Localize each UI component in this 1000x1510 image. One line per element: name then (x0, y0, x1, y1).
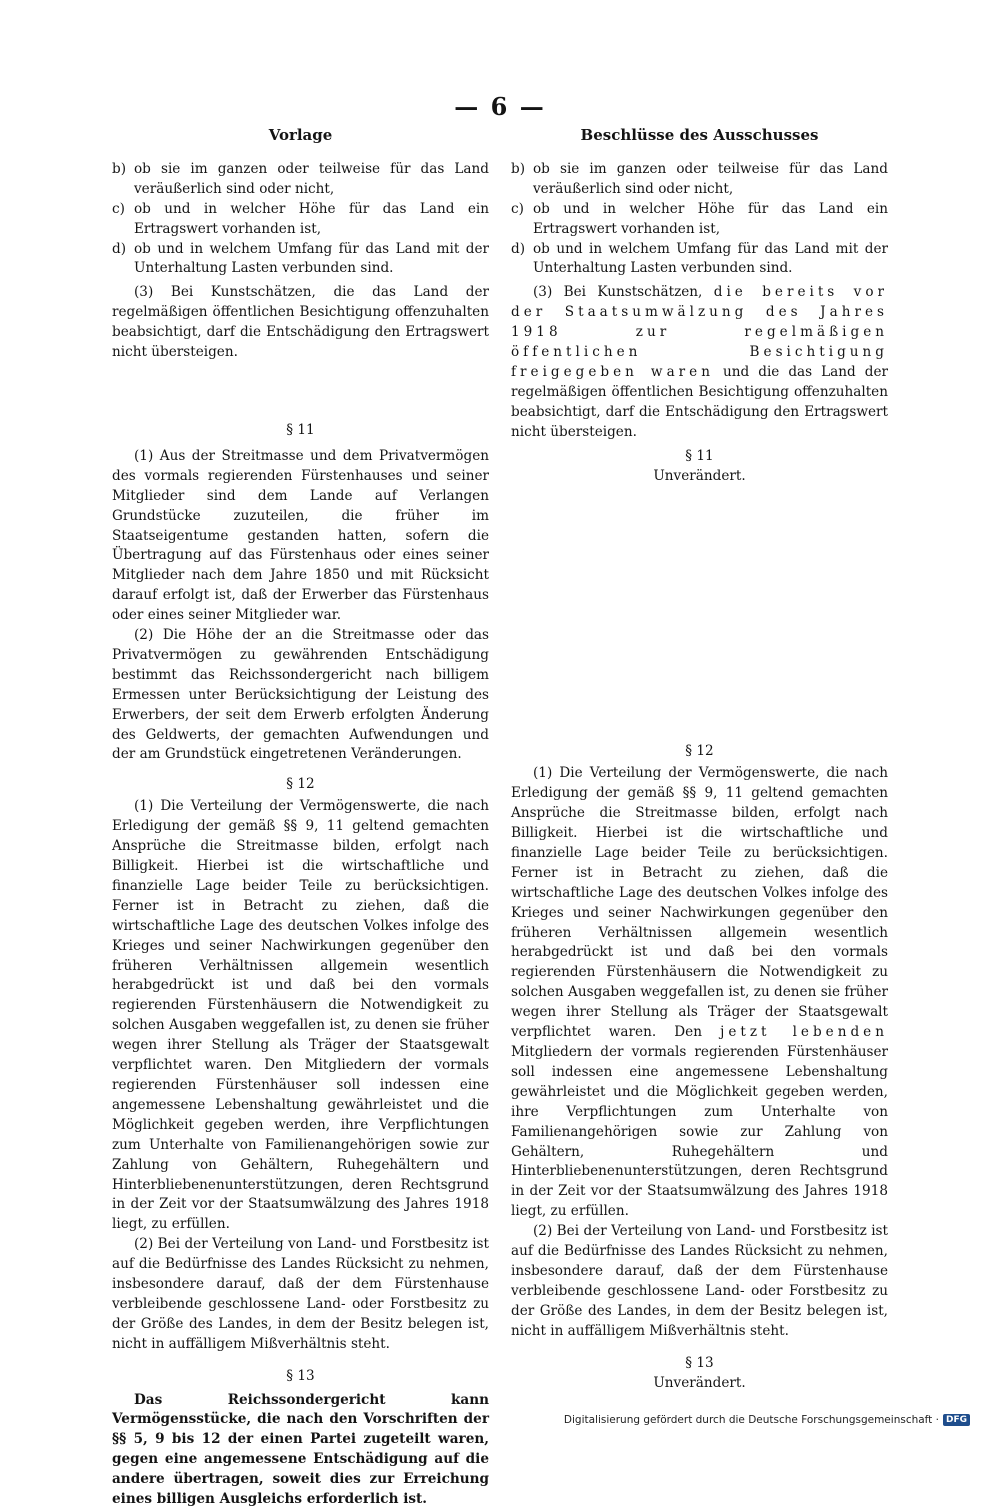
dfg-logo: DFG (943, 1414, 970, 1426)
right-section-11-title: § 11 (685, 447, 714, 464)
list-letter: c) (112, 200, 125, 217)
footer-credit (564, 1414, 970, 1426)
right-column-header: Beschlüsse des Ausschusses (580, 126, 819, 144)
right-section-12-para-1 (511, 764, 888, 1222)
right-paragraph-3-emphasis: die bereits vor der Staatsumwälzung des Jahres 1918 zur regelmäßigen öffentlichen Besichtigung freigegeben waren (511, 284, 889, 380)
right-paragraph-3-start: (3) Bei Kunstschätzen, (533, 284, 703, 301)
list-item (511, 240, 888, 280)
right-section-13-unchanged: Unverändert. (653, 1374, 746, 1391)
right-section-13-title: § 13 (685, 1354, 714, 1371)
left-section-12-title: § 12 (286, 776, 315, 793)
list-text: ob sie im ganzen oder teilweise für das Land veräußerlich sind oder nicht, (134, 160, 489, 197)
list-letter: b) (112, 160, 127, 177)
right-section-12-emphasis: jetzt lebenden (720, 1024, 888, 1041)
left-section-11-title: § 11 (286, 421, 315, 438)
list-item (112, 240, 489, 280)
list-text: ob und in welchem Umfang für das Land mit der Unterhaltung Lasten verbunden sind. (134, 240, 489, 277)
list-letter: c) (511, 200, 524, 217)
left-column (112, 126, 489, 1510)
left-section-12-para-1: (1) Die Verteilung der Vermögenswerte, die nach Erledigung der gemäß §§ 9, 11 geltend gemachten Ansprüche die Streitmasse bilden, erfolgt nach Billigkeit. Hierbei ist die wirtschaftliche und finanzielle Lage beider Teile zu berücksichtigen. Ferner ist in Betracht zu ziehen, daß die wirtschaftliche Lage des deutschen Volkes infolge des Krieges und seiner Nachwirkungen gegenüber den früheren Verhältnissen allgemein wesentlich herabgedrückt ist und daß bei den vormals regierenden Fürstenhäusern die Notwendigkeit zu solchen Ausgaben weggefallen ist, zu denen sie früher wegen ihrer Stellung als Träger der Staatsgewalt verpflichtet waren. Den Mitgliedern der vormals regierenden Fürstenhäuser soll indessen eine angemessene Lebenshaltung gewährleistet und die Möglichkeit gegeben werden, ihre Verpflichtungen zum Unterhalte von Familienangehörigen sowie zur Zahlung von Gehältern, Ruhegehältern und Hinterbliebenenunterstützungen, deren Rechtsgrund in der Zeit vor der Staatsumwälzung des Jahres 1918 liegt, zu erfüllen. (112, 798, 489, 1233)
list-text: ob und in welcher Höhe für das Land ein Ertragswert vorhanden ist, (134, 200, 489, 237)
list-text: ob sie im ganzen oder teilweise für das Land veräußerlich sind oder nicht, (533, 160, 888, 197)
list-item (112, 160, 489, 200)
list-item (112, 200, 489, 240)
right-section-12-para-1-start: (1) Die Verteilung der Vermögenswerte, die nach Erledigung der gemäß §§ 9, 11 geltend gemachten Ansprüche die Streitmasse bilden, erfolgt nach Billigkeit. Hierbei ist die wirtschaftliche und finanzielle Lage beider Teile zu berücksichtigen. Ferner ist in Betracht zu ziehen, daß die wirtschaftliche Lage des deutschen Volkes infolge des Krieges und seiner Nachwirkungen gegenüber den früheren Verhältnissen allgemein wesentlich herabgedrückt ist und daß bei den vormals regierenden Fürstenhäusern die Notwendigkeit zu solchen Ausgaben weggefallen ist, zu denen sie früher wegen ihrer Stellung als Träger der Staatsgewalt verpflichtet waren. Den (511, 765, 888, 1041)
right-criteria-list (511, 160, 888, 279)
left-section-13-title: § 13 (286, 1367, 315, 1384)
list-letter: d) (112, 240, 127, 257)
list-item (511, 160, 888, 200)
left-section-13-para-1: Das Reichssondergericht kann Vermögensstücke, die nach den Vorschriften der §§ 5, 9 bis 12 der einen Partei zugeteilt waren, gegen eine angemessene Entschädigung auf die andere übertragen, soweit dies zur Erreichung eines billigen Ausgleichs erforderlich ist. (112, 1391, 489, 1508)
left-section-11-para-1: (1) Aus der Streitmasse und dem Privatvermögen des vormals regierenden Fürstenhauses und seiner Mitglieder sind dem Lande auf Verlangen Grundstücke zuzuteilen, die früher im Staatseigentume gestanden hatten, sofern die Übertragung auf das Fürstenhaus oder eines seiner Mitglieder nach dem Jahre 1850 und mit Rücksicht darauf erfolgt ist, daß der Erwerber das Fürstenhaus oder eines seiner Mitglieder war. (112, 447, 489, 624)
page-number: — 6 — (454, 92, 546, 121)
list-letter: b) (511, 160, 526, 177)
left-criteria-list (112, 160, 489, 279)
left-paragraph-3: (3) Bei Kunstschätzen, die das Land der regelmäßigen öffentlichen Besichtigung offenzuhalten beabsichtigt, darf die Entschädigung den Ertragswert nicht übersteigen. (112, 284, 489, 361)
list-text: ob und in welchem Umfang für das Land mit der Unterhaltung Lasten verbunden sind. (533, 240, 888, 277)
right-section-12-para-2: (2) Bei der Verteilung von Land- und Forstbesitz ist auf die Bedürfnisse des Landes Rücksicht zu nehmen, insbesondere darauf, daß der dem Fürstenhause verbleibende geschlossene Land- oder Forstbesitz zu der Größe des Landes, in dem der Besitz belegen ist, nicht in auffälligem Mißverhältnis steht. (511, 1223, 888, 1339)
right-section-12-para-1-end: Mitgliedern der vormals regierenden Fürstenhäuser soll indessen eine angemessene Lebenshaltung gewährleistet und die Möglichkeit gegeben werden, ihre Verpflichtungen zum Unterhalte von Familienangehörigen sowie zur Zahlung von Gehältern, Ruhegehältern und Hinterbliebenenunterstützungen, deren Rechtsgrund in der Zeit vor der Staatsumwälzung des Jahres 1918 liegt, zu erfüllen. (511, 1044, 888, 1220)
footer-text: Digitalisierung gefördert durch die Deutsche Forschungsgemeinschaft · (563, 1414, 939, 1426)
right-paragraph-3 (511, 283, 888, 442)
left-section-12-para-2: (2) Bei der Verteilung von Land- und Forstbesitz ist auf die Bedürfnisse des Landes Rücksicht zu nehmen, insbesondere darauf, daß der dem Fürstenhause verbleibende geschlossene Land- oder Forstbesitz zu der Größe des Landes, in dem der Besitz belegen ist, nicht in auffälligem Mißverhältnis steht. (112, 1236, 489, 1352)
right-column (511, 126, 888, 1393)
right-section-12-title: § 12 (685, 743, 714, 760)
list-text: ob und in welcher Höhe für das Land ein Ertragswert vorhanden ist, (533, 200, 888, 237)
right-section-11-unchanged: Unverändert. (653, 467, 746, 484)
left-column-header: Vorlage (268, 126, 333, 144)
left-section-11-para-2: (2) Die Höhe der an die Streitmasse oder das Privatvermögen zu gewährenden Entschädigung bestimmt das Reichssondergericht nach billigem Ermessen unter Berücksichtigung der Leistung des Erwerbers, der seit dem Erwerb erfolgten Änderung des Geldwerts, der gemachten Aufwendungen und der am Grundstück eingetretenen Veränderungen. (112, 627, 489, 763)
list-item (511, 200, 888, 240)
right-paragraph-3-end: und die das Land der regelmäßigen öffentlichen Besichtigung offenzuhalten beabsichtigt, darf die Entschädigung den Ertragswert nicht übersteigen. (511, 363, 889, 440)
list-letter: d) (511, 240, 526, 257)
